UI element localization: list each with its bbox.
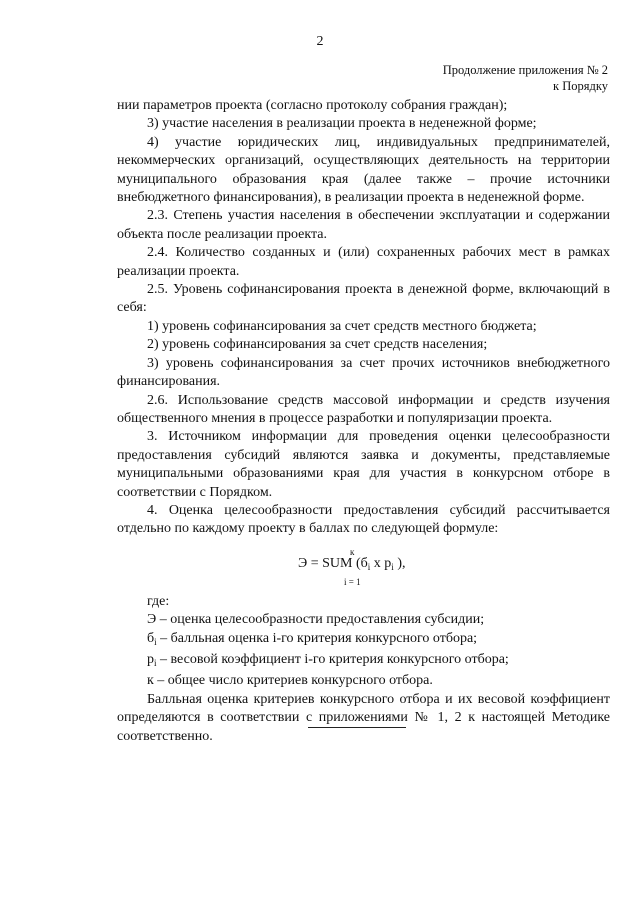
paragraph: 3) участие населения в реализации проекта в неденежной форме;: [147, 116, 537, 132]
paragraph: 2) уровень софинансирования за счет средств населения;: [147, 337, 488, 353]
symbol-b: б: [147, 630, 155, 646]
symbol-p-index: i: [154, 657, 157, 668]
symbol-p: p: [147, 651, 154, 667]
page-number: 2: [316, 34, 324, 49]
paragraph: 2.6. Использование средств массовой информации и средств изучения общественного мнения в процессе разработки и популяризации проекта.: [117, 392, 610, 426]
symbol-b-index: i: [154, 636, 157, 647]
end-divider: [308, 727, 406, 728]
formula: [117, 543, 610, 587]
paragraph: 2.3. Степень участия населения в обеспечении эксплуатации и содержании объекта после реализации проекта.: [117, 208, 610, 242]
formula-index: i: [391, 561, 394, 572]
formula-open: (б: [352, 555, 368, 571]
formula-times: х p: [370, 555, 392, 571]
appendix-continuation-line: Продолжение приложения № 2: [442, 63, 608, 77]
paragraph: 3) уровень софинансирования за счет прочих источников внебюджетного финансирования.: [117, 355, 610, 390]
formula-lower-limit: i = 1: [344, 576, 361, 587]
paragraph: 1) уровень софинансирования за счет средств местного бюджета;: [147, 318, 537, 334]
formula-sum: Э = SUM: [298, 555, 353, 571]
appendix-header-note: [443, 62, 608, 94]
where-label: где:: [147, 593, 170, 609]
paragraph: 3. Источником информации для проведения оценки целесообразности предоставления субсидий являются заявка и документы, представляемые муниципальными образованиями края для участия в конкурсном отборе в соответствии с Порядком.: [117, 429, 610, 500]
definition-b-text: – балльная оценка i-го критерия конкурсного отбора;: [156, 630, 478, 646]
paragraph: 2.5. Уровень софинансирования проекта в денежной форме, включающий в себя:: [117, 282, 610, 316]
formula-index: i: [367, 561, 371, 572]
definition-e: Э – оценка целесообразности предоставления субсидии;: [147, 612, 485, 628]
definition-k: к – общее число критериев конкурсного отбора.: [147, 673, 433, 689]
appendix-reference-line: к Порядку: [553, 79, 608, 93]
document-body: [117, 97, 610, 746]
final-paragraph: Балльная оценка критериев конкурсного отбора и их весовой коэффициент определяются в соответствии с приложениями № 1, 2 к настоящей Методике соответственно.: [117, 691, 610, 744]
formula-close: ),: [393, 555, 406, 571]
definition-p: [117, 651, 610, 672]
paragraph: 4. Оценка целесообразности предоставления субсидий рассчитывается отдельно по каждому проекту в баллах по следующей формуле:: [117, 502, 610, 537]
paragraph: 2.4. Количество созданных и (или) сохраненных рабочих мест в рамках реализации проекта.: [117, 245, 610, 279]
paragraph: 4) участие юридических лиц, индивидуальных предпринимателей, некоммерческих организаций, осуществляющих деятельность на территории муниципального образования края (далее также – прочие источники внебюджетного финансирования), в реализации проекта в неденежной форме.: [117, 134, 610, 206]
definition-b: [117, 630, 610, 651]
formula-upper-limit: к: [350, 546, 355, 557]
definition-p-text: – весовой коэффициент i-го критерия конкурсного отбора;: [156, 651, 509, 667]
paragraph: нии параметров проекта (согласно протоколу собрания граждан);: [117, 98, 508, 113]
